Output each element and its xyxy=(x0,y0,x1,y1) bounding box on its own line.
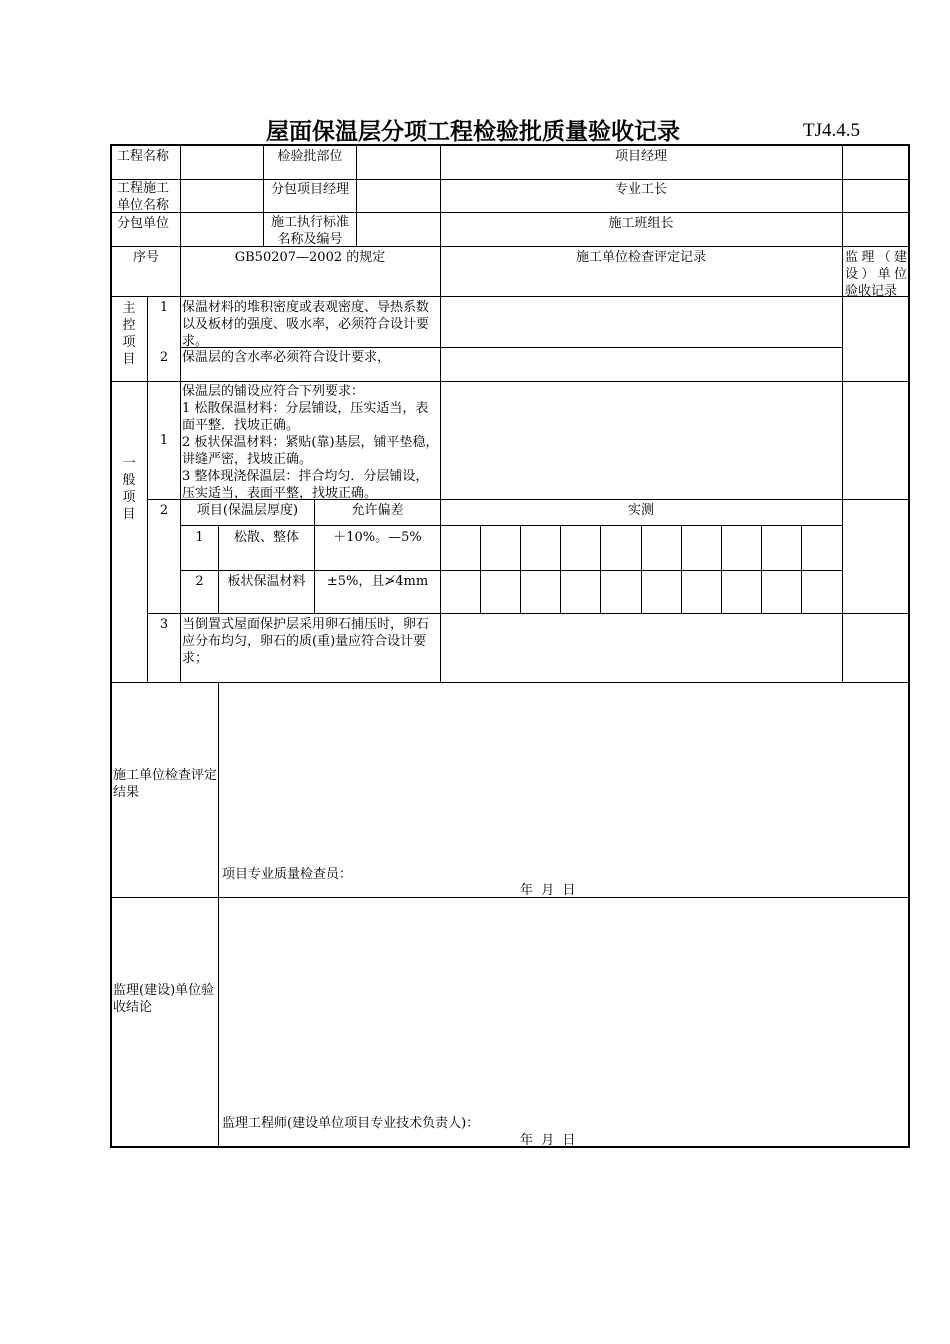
label-team-leader: 施工班组长 xyxy=(608,216,674,231)
col-line xyxy=(641,525,642,613)
tolerance-header: 允许偏差 xyxy=(351,503,404,518)
col-line xyxy=(842,145,843,682)
label-subcontractor: 分包单位 xyxy=(117,216,170,231)
main-control-label: 主 控 项 目 xyxy=(122,301,136,367)
main-item-no: 2 xyxy=(159,350,169,365)
thickness-item-header: 项目(保温层厚度) xyxy=(196,503,299,518)
main-item-no: 1 xyxy=(159,300,169,315)
conclusion-label: 监理(建设)单位验收结论 xyxy=(113,983,215,1015)
row-line xyxy=(111,381,909,382)
col-line xyxy=(480,525,481,613)
measured-header: 实测 xyxy=(627,503,654,518)
general-item-text: 保温层的铺设应符合下列要求： 1 松散保温材料：分层铺设，压实适当，表面平整．找坡正确。 2 板状保温材料：紧贴(靠)基层，铺平垫稳，讲缝严密，找坡正确。 3 整体现浇保温层：拌合均匀．分层铺设，压实适当，表面平整，找坡正确。 xyxy=(182,384,439,501)
main-item-text: 保温材料的堆积密度或表观密度、导热系数以及板材的强度、吸水率，必须符合设计要求。 xyxy=(182,300,430,349)
col-line xyxy=(681,525,682,613)
col-line xyxy=(356,145,357,246)
result-date: 年 月 日 xyxy=(520,883,576,898)
header-seq: 序号 xyxy=(132,250,159,265)
header-supervision: 监理（建设）单位验收记录 xyxy=(845,250,907,299)
general-item-text: 当倒置式屋面保护层采用卵石捕压时，卵石应分布均匀，卵石的质(重)量应符合设计要求； xyxy=(182,617,430,666)
general-item-no: 2 xyxy=(159,503,169,518)
label-foreman: 专业工长 xyxy=(614,182,667,197)
label-sub-pm: 分包项目经理 xyxy=(270,182,349,197)
col-line xyxy=(721,525,722,613)
row-line xyxy=(147,613,909,614)
label-contractor: 工程施工 单位名称 xyxy=(117,181,170,213)
general-label: 一 般 项 目 xyxy=(122,456,136,522)
thickness-row-name: 松散、整体 xyxy=(233,530,299,545)
col-line xyxy=(520,525,521,613)
label-batch-location: 检验批部位 xyxy=(277,149,343,164)
label-project-manager: 项目经理 xyxy=(614,149,667,164)
col-line xyxy=(761,525,762,613)
conclusion-date: 年 月 日 xyxy=(520,1133,576,1148)
conclusion-signer: 监理工程师(建设单位项目专业技术负责人)： xyxy=(222,1116,480,1131)
thickness-row-no: 1 xyxy=(195,530,204,545)
general-item-no: 3 xyxy=(159,617,169,632)
result-signer: 项目专业质量检查员： xyxy=(222,867,353,882)
col-line xyxy=(600,525,601,613)
page-title: 屋面保温层分项工程检验批质量验收记录 xyxy=(266,119,680,145)
col-line xyxy=(180,145,181,246)
row-line xyxy=(111,212,909,213)
thickness-row-no: 2 xyxy=(195,574,204,589)
row-line xyxy=(111,897,909,898)
row-line xyxy=(111,682,909,683)
general-item-no: 1 xyxy=(159,433,169,448)
col-line xyxy=(180,246,181,682)
thickness-row-name: 板状保温材料 xyxy=(227,574,306,589)
thickness-row-tolerance: ±5%，且≯4mm xyxy=(326,574,429,589)
row-line xyxy=(111,296,909,297)
result-label: 施工单位检查评定结果 xyxy=(113,768,217,800)
header-check-record: 施工单位检查评定记录 xyxy=(575,250,706,265)
label-project-name: 工程名称 xyxy=(117,149,170,164)
label-standard: 施工执行标准 名称及编号 xyxy=(270,215,349,247)
form-code: TJ4.4.5 xyxy=(803,120,860,141)
col-line xyxy=(218,682,219,1147)
main-item-text: 保温层的含水率必须符合设计要求， xyxy=(182,350,391,365)
thickness-row-tolerance: ＋10%。—5% xyxy=(333,530,422,545)
row-line xyxy=(180,570,842,571)
row-line xyxy=(111,246,909,247)
row-line xyxy=(180,525,842,526)
col-line xyxy=(560,525,561,613)
header-spec: GB50207—2002 的规定 xyxy=(234,250,386,265)
col-line xyxy=(801,525,802,613)
row-line xyxy=(111,179,909,180)
